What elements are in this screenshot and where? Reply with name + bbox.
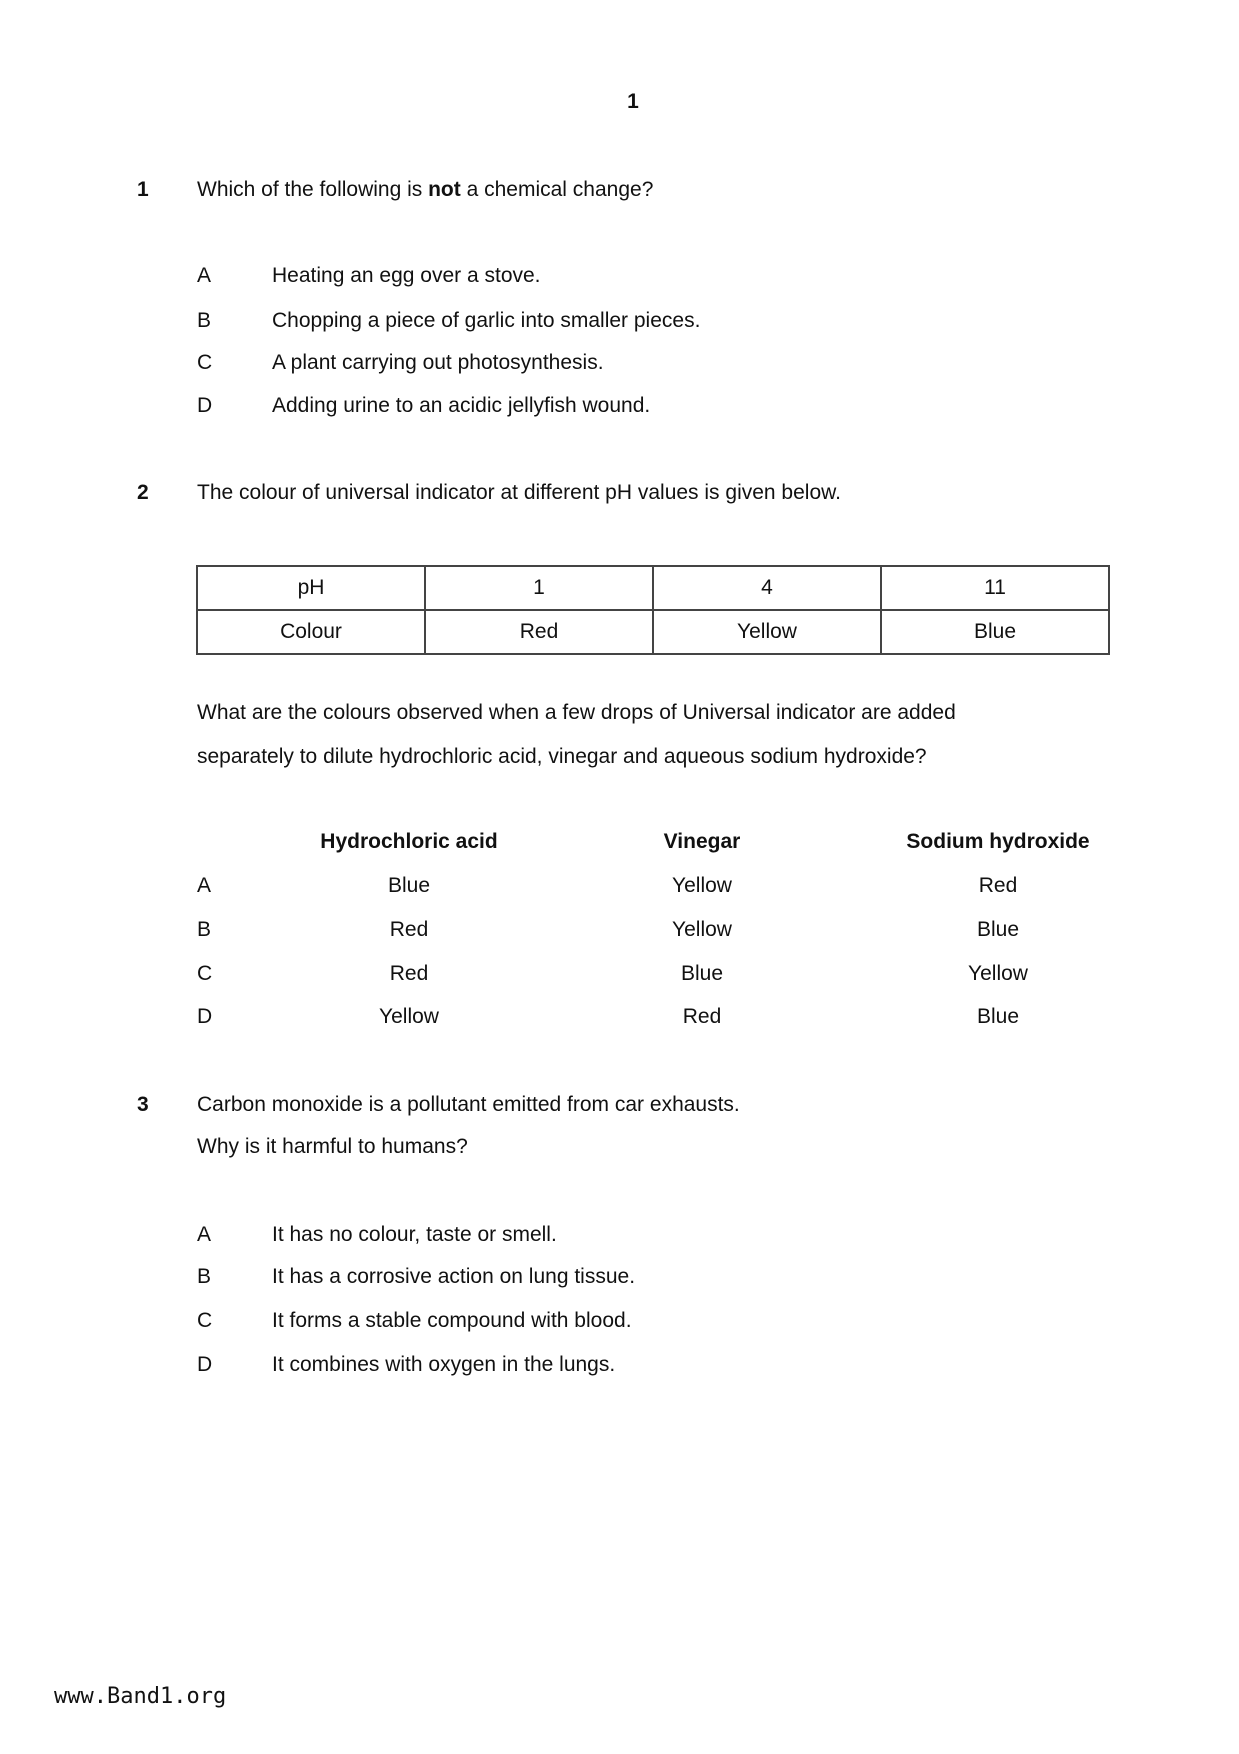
q2-option-letter: A — [197, 874, 212, 897]
q3-option-letter: D — [197, 1353, 213, 1376]
table-cell: Blue — [881, 610, 1109, 654]
table-cell: Yellow — [653, 610, 881, 654]
q3-text: Why is it harmful to humans? — [197, 1135, 468, 1158]
q1-option-text: Adding urine to an acidic jellyfish wound. — [272, 394, 651, 417]
q1-option-letter: B — [197, 309, 212, 332]
q2-option-value: Red — [389, 962, 429, 985]
q2-option-value: Yellow — [379, 1005, 439, 1028]
q2-question-line: What are the colours observed when a few drops of Universal indicator are added — [197, 701, 956, 724]
q2-option-letter: D — [197, 1005, 213, 1028]
q1-option-text: Heating an egg over a stove. — [272, 264, 541, 287]
q3-option-letter: A — [197, 1223, 212, 1246]
q2-option-value: Red — [978, 874, 1018, 897]
q1-option-letter: D — [197, 394, 213, 417]
q1-text-part: a chemical change? — [460, 178, 654, 201]
table-cell: pH — [197, 566, 425, 610]
table-cell: 4 — [653, 566, 881, 610]
q1-option-text: Chopping a piece of garlic into smaller pieces. — [272, 309, 701, 332]
q1-text — [197, 178, 653, 202]
table-row — [197, 610, 1109, 654]
q3-option-text: It has no colour, taste or smell. — [272, 1223, 557, 1246]
q3-option-letter: B — [197, 1265, 212, 1288]
q3-option-letter: C — [197, 1309, 213, 1332]
q3-option-text: It forms a stable compound with blood. — [272, 1309, 632, 1332]
q3-number: 3 — [137, 1093, 149, 1116]
q1-text-part: Which of the following is — [197, 178, 429, 201]
q1-text-bold: not — [428, 178, 461, 201]
column-header: Vinegar — [663, 830, 741, 853]
q2-intro: The colour of universal indicator at different pH values is given below. — [197, 481, 841, 504]
q1-number: 1 — [137, 178, 149, 201]
q2-option-value: Red — [389, 918, 429, 941]
q3-option-text: It combines with oxygen in the lungs. — [272, 1353, 616, 1376]
q2-option-letter: B — [197, 918, 212, 941]
ph-colour-table — [196, 565, 1110, 655]
q2-option-value: Red — [682, 1005, 722, 1028]
q3-text: Carbon monoxide is a pollutant emitted from car exhausts. — [197, 1093, 740, 1116]
q1-option-text: A plant carrying out photosynthesis. — [272, 351, 604, 374]
footer-url[interactable]: www.Band1.org — [54, 1684, 227, 1709]
table-row — [197, 566, 1109, 610]
page-number: 1 — [627, 90, 639, 113]
q2-option-value: Blue — [976, 1005, 1020, 1028]
q2-option-value: Yellow — [672, 918, 732, 941]
q3-option-text: It has a corrosive action on lung tissue. — [272, 1265, 636, 1288]
column-header: Sodium hydroxide — [906, 830, 1090, 853]
q2-option-value: Blue — [387, 874, 431, 897]
q1-option-letter: C — [197, 351, 213, 374]
table-cell: Colour — [197, 610, 425, 654]
column-header: Hydrochloric acid — [320, 830, 498, 853]
q2-option-value: Yellow — [968, 962, 1028, 985]
q2-option-value: Blue — [680, 962, 724, 985]
q1-option-letter: A — [197, 264, 212, 287]
table-cell: Red — [425, 610, 653, 654]
q2-option-value: Yellow — [672, 874, 732, 897]
q2-number: 2 — [137, 481, 149, 504]
table-cell: 11 — [881, 566, 1109, 610]
q2-option-letter: C — [197, 962, 213, 985]
q2-question-line: separately to dilute hydrochloric acid, vinegar and aqueous sodium hydroxide? — [197, 745, 927, 768]
q2-option-value: Blue — [976, 918, 1020, 941]
table-cell: 1 — [425, 566, 653, 610]
